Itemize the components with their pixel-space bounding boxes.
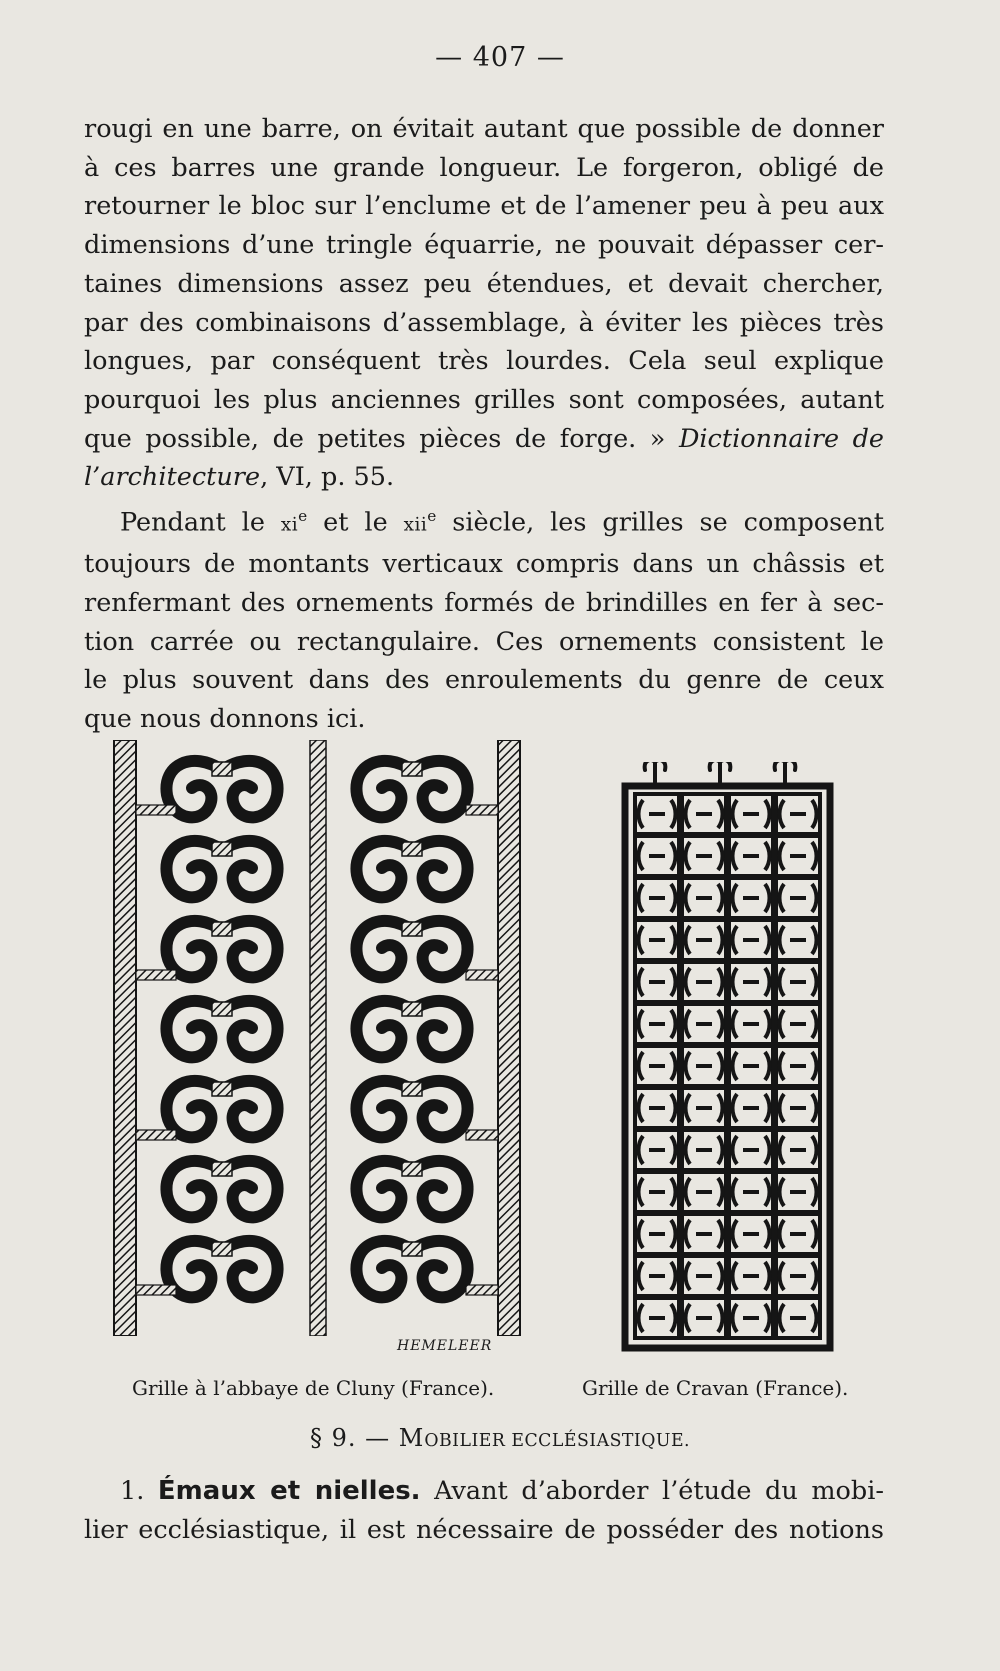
text-fragment: que possible, de petites pièces de forge. (84, 423, 650, 454)
item-title: Émaux et nielles. (157, 1476, 421, 1506)
text-line: renfermant des ornements formés de brindilles en fer à sec- (84, 587, 884, 618)
text-line: taines dimensions assez peu étendues, et devait chercher, (84, 268, 884, 299)
superscript: e (427, 507, 437, 525)
text-line: par des combinaisons d’assemblage, à éviter les pièces très (84, 307, 884, 338)
text-line: toujours de montants verticaux compris dans un châssis et (84, 549, 884, 580)
text-line: à ces barres une grande longueur. Le forgeron, obligé de (84, 152, 884, 183)
text-fragment: Pendant le (120, 507, 281, 538)
text-line: que nous donnons ici. (84, 704, 366, 735)
item-number: 1. (120, 1476, 145, 1506)
section-title-initial: M (398, 1424, 425, 1452)
text-line: lier ecclésiastique, il est nécessaire de posséder des notions (84, 1514, 884, 1545)
text-line: longues, par conséquent très lourdes. Cela seul explique (84, 346, 884, 377)
text-line (84, 420, 884, 459)
paragraph-1 (84, 110, 884, 497)
text-line: pourquoi les plus anciennes grilles sont composées, autant (84, 384, 884, 415)
text-line: retourner le bloc sur l’enclume et de l’amener peu à peu aux (84, 191, 884, 222)
text-fragment: Avant d’aborder l’étude du mobi- (420, 1476, 884, 1506)
text-line (84, 458, 884, 497)
text-line (84, 1472, 884, 1511)
text-line: le plus souvent dans des enroulements du genre de ceux (84, 665, 884, 696)
paragraph-3 (84, 1472, 884, 1549)
text-line: tion carrée ou rectangulaire. Ces ornements consistent le (84, 626, 884, 657)
paragraph-2 (84, 497, 884, 739)
superscript: e (298, 507, 308, 525)
quote-mark: » (649, 423, 666, 454)
text-fragment: siècle, les grilles se composent (436, 507, 884, 538)
text-fragment: et le (307, 507, 404, 538)
figure-caption-right: Grille de Cravan (France). (582, 1376, 849, 1400)
text-line: dimensions d’une tringle équarrie, ne pouvait dépasser cer- (84, 230, 884, 261)
cluny-grille-illustration (112, 740, 530, 1336)
text-line: rougi en une barre, on évitait autant que possible de donner (84, 114, 884, 144)
cravan-grille-illustration (615, 762, 840, 1352)
text-line (84, 497, 884, 545)
century-numeral: xii (403, 514, 428, 536)
section-heading (0, 1424, 1000, 1452)
citation-title: Dictionnaire de (678, 423, 884, 454)
section-dash: — (365, 1424, 391, 1452)
figure-caption-left: Grille à l’abbaye de Cluny (France). (132, 1376, 495, 1400)
citation-reference: , VI, p. 55. (260, 462, 395, 493)
section-symbol: § 9. (309, 1424, 357, 1452)
page-number: — 407 — (435, 42, 565, 73)
citation-title: l’architecture (84, 462, 261, 493)
engraver-signature: HEMELEER (397, 1338, 493, 1354)
century-numeral: xi (280, 514, 299, 536)
section-title: OBILIER ECCLÉSIASTIQUE. (424, 1431, 691, 1451)
